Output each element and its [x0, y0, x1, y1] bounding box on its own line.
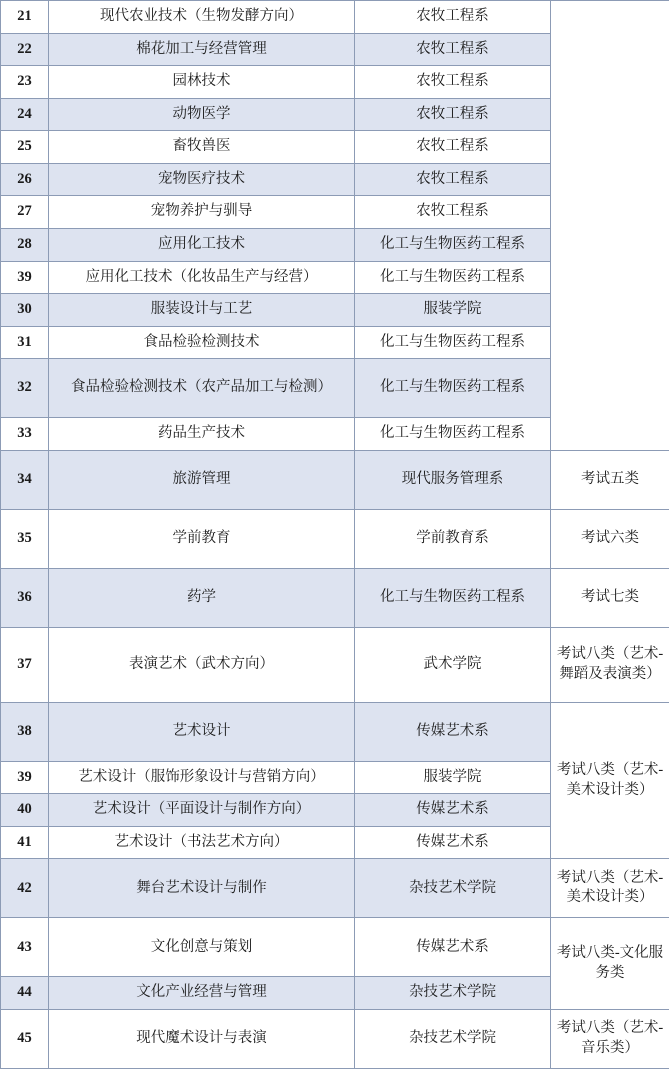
- major-name: 旅游管理: [49, 450, 355, 509]
- table-row: [1, 1010, 669, 1069]
- department-name: 化工与生物医药工程系: [355, 418, 551, 451]
- row-number: 43: [1, 918, 49, 977]
- major-name: 应用化工技术: [49, 228, 355, 261]
- row-number: 39: [1, 761, 49, 794]
- department-name: 化工与生物医药工程系: [355, 359, 551, 418]
- department-name: 农牧工程系: [355, 98, 551, 131]
- department-name: 传媒艺术系: [355, 702, 551, 761]
- row-number: 35: [1, 509, 49, 568]
- row-number: 39: [1, 261, 49, 294]
- exam-category: 考试八类（艺术-音乐类）: [551, 1010, 669, 1069]
- row-number: 38: [1, 702, 49, 761]
- department-name: 化工与生物医药工程系: [355, 568, 551, 627]
- department-name: 服装学院: [355, 761, 551, 794]
- row-number: 30: [1, 294, 49, 327]
- major-name: 服装设计与工艺: [49, 294, 355, 327]
- row-number: 27: [1, 196, 49, 229]
- row-number: 31: [1, 326, 49, 359]
- row-number: 23: [1, 66, 49, 99]
- major-name: 现代魔术设计与表演: [49, 1010, 355, 1069]
- major-name: 宠物医疗技术: [49, 163, 355, 196]
- exam-category: 考试六类: [551, 509, 669, 568]
- exam-category-empty: [551, 1, 669, 451]
- table-row: [1, 627, 669, 702]
- department-name: 杂技艺术学院: [355, 859, 551, 918]
- department-name: 武术学院: [355, 627, 551, 702]
- row-number: 33: [1, 418, 49, 451]
- row-number: 40: [1, 794, 49, 827]
- table-row: [1, 702, 669, 761]
- exam-category: 考试五类: [551, 450, 669, 509]
- table-row: [1, 1, 669, 34]
- major-name: 园林技术: [49, 66, 355, 99]
- major-name: 文化创意与策划: [49, 918, 355, 977]
- department-name: 农牧工程系: [355, 1, 551, 34]
- major-name: 宠物养护与驯导: [49, 196, 355, 229]
- row-number: 44: [1, 977, 49, 1010]
- exam-category: 考试七类: [551, 568, 669, 627]
- row-number: 28: [1, 228, 49, 261]
- major-name: 舞台艺术设计与制作: [49, 859, 355, 918]
- row-number: 21: [1, 1, 49, 34]
- table-row: [1, 859, 669, 918]
- table-row: [1, 568, 669, 627]
- department-name: 学前教育系: [355, 509, 551, 568]
- department-name: 传媒艺术系: [355, 918, 551, 977]
- major-name: 艺术设计（服饰形象设计与营销方向）: [49, 761, 355, 794]
- department-name: 农牧工程系: [355, 196, 551, 229]
- row-number: 24: [1, 98, 49, 131]
- exam-category: 考试八类（艺术-美术设计类）: [551, 702, 669, 859]
- row-number: 22: [1, 33, 49, 66]
- department-name: 农牧工程系: [355, 131, 551, 164]
- row-number: 25: [1, 131, 49, 164]
- department-name: 杂技艺术学院: [355, 977, 551, 1010]
- table-row: [1, 450, 669, 509]
- department-name: 化工与生物医药工程系: [355, 228, 551, 261]
- major-name: 食品检验检测技术（农产品加工与检测）: [49, 359, 355, 418]
- major-name: 表演艺术（武术方向）: [49, 627, 355, 702]
- exam-category: 考试八类（艺术-舞蹈及表演类）: [551, 627, 669, 702]
- department-name: 传媒艺术系: [355, 794, 551, 827]
- major-name: 文化产业经营与管理: [49, 977, 355, 1010]
- table-row: [1, 509, 669, 568]
- department-name: 传媒艺术系: [355, 826, 551, 859]
- exam-category: 考试八类（艺术-美术设计类）: [551, 859, 669, 918]
- department-name: 现代服务管理系: [355, 450, 551, 509]
- row-number: 41: [1, 826, 49, 859]
- major-name: 药品生产技术: [49, 418, 355, 451]
- exam-category: 考试八类-文化服务类: [551, 918, 669, 1010]
- major-name: 应用化工技术（化妆品生产与经营）: [49, 261, 355, 294]
- row-number: 42: [1, 859, 49, 918]
- major-name: 艺术设计（书法艺术方向）: [49, 826, 355, 859]
- department-name: 农牧工程系: [355, 66, 551, 99]
- row-number: 45: [1, 1010, 49, 1069]
- department-name: 化工与生物医药工程系: [355, 261, 551, 294]
- department-name: 服装学院: [355, 294, 551, 327]
- department-name: 农牧工程系: [355, 163, 551, 196]
- table-row: [1, 918, 669, 977]
- department-name: 杂技艺术学院: [355, 1010, 551, 1069]
- row-number: 36: [1, 568, 49, 627]
- department-name: 化工与生物医药工程系: [355, 326, 551, 359]
- row-number: 32: [1, 359, 49, 418]
- major-name: 畜牧兽医: [49, 131, 355, 164]
- major-name: 棉花加工与经营管理: [49, 33, 355, 66]
- department-name: 农牧工程系: [355, 33, 551, 66]
- major-name: 药学: [49, 568, 355, 627]
- major-name: 现代农业技术（生物发酵方向）: [49, 1, 355, 34]
- major-name: 动物医学: [49, 98, 355, 131]
- major-name: 艺术设计: [49, 702, 355, 761]
- row-number: 37: [1, 627, 49, 702]
- row-number: 34: [1, 450, 49, 509]
- major-name: 艺术设计（平面设计与制作方向）: [49, 794, 355, 827]
- major-name: 食品检验检测技术: [49, 326, 355, 359]
- major-name: 学前教育: [49, 509, 355, 568]
- row-number: 26: [1, 163, 49, 196]
